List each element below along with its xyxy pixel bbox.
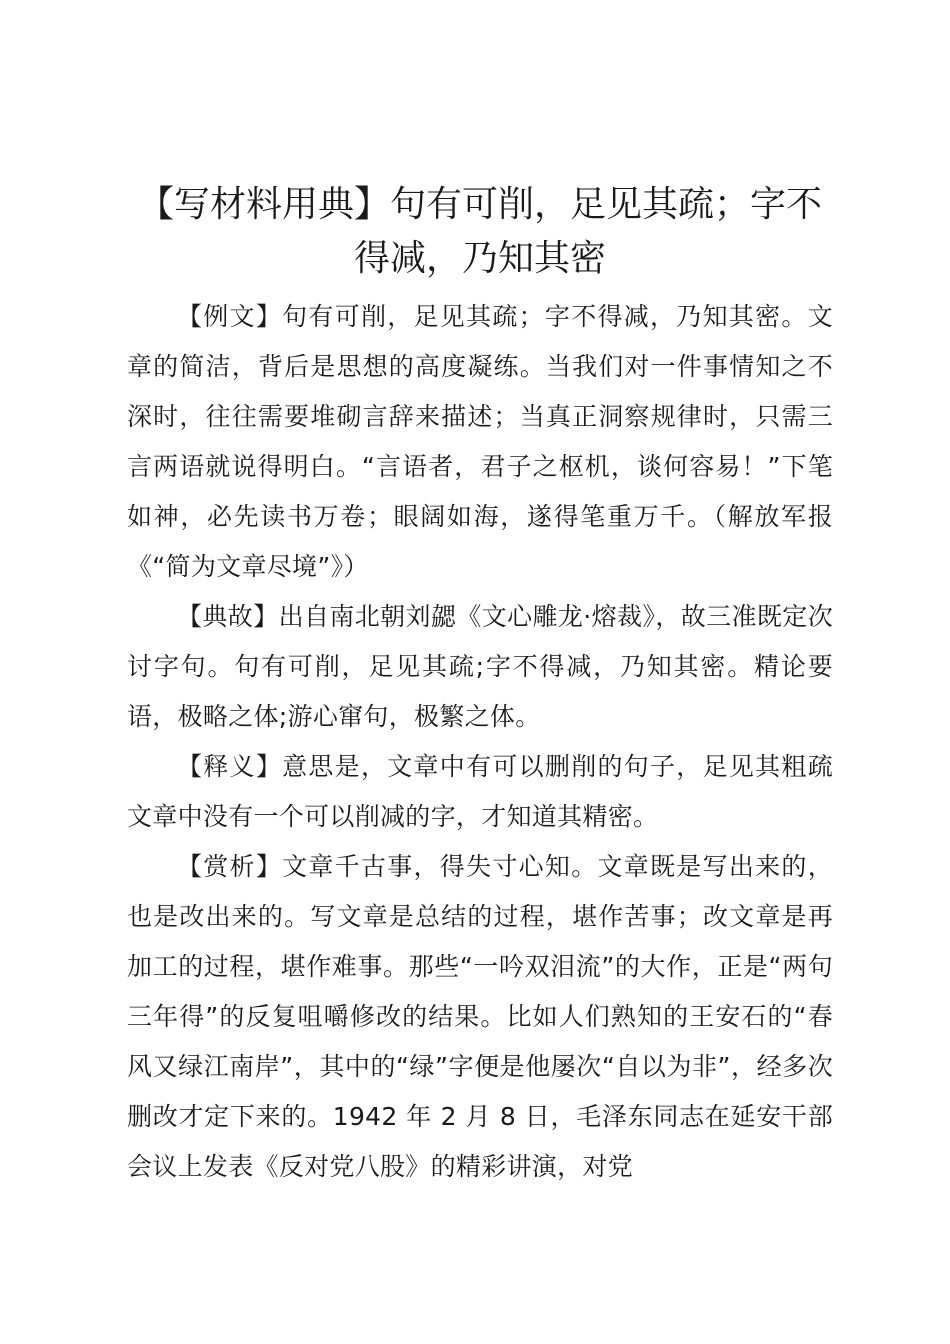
paragraph-label-allusion: 【典故】 <box>177 602 279 631</box>
paragraph-example <box>127 292 833 592</box>
paragraph-allusion <box>127 592 833 742</box>
paragraph-text-allusion: 出自南北朝刘勰《文心雕龙·熔裁》，故三准既定次讨字句。句有可削，足见其疏;字不得减，乃知其密。精论要语，极略之体;游心窜句，极繁之体。 <box>127 602 833 731</box>
paragraph-label-appreciation: 【赏析】 <box>177 852 283 881</box>
paragraph-text-appreciation: 文章千古事，得失寸心知。文章既是写出来的，也是改出来的。写文章是总结的过程，堪作苦事；改文章是再加工的过程，堪作难事。那些“一吟双泪流”的大作，正是“两句三年得”的反复咀嚼修改的结果。比如人们熟知的王安石的“春风又绿江南岸”，其中的“绿”字便是他屡次“自以为非”，经多次删改才定下来的。1942 年 2 月 8 日，毛泽东同志在延安干部会议上发表《反对党八股》的精彩讲演，对党 <box>127 852 833 1181</box>
paragraph-appreciation <box>127 842 833 1192</box>
document-page <box>127 178 833 1192</box>
paragraph-text-meaning: 意思是，文章中有可以删削的句子，足见其粗疏文章中没有一个可以削减的字，才知道其精密。 <box>127 752 833 831</box>
document-title: 【写材料用典】句有可削，足见其疏；字不得减，乃知其密 <box>137 184 822 279</box>
paragraph-text-example: 句有可削，足见其疏；字不得减，乃知其密。文章的简洁，背后是思想的高度凝练。当我们对一件事情知之不深时，往往需要堆砌言辞来描述；当真正洞察规律时，只需三言两语就说得明白。“言语者，君子之枢机，谈何容易！”下笔如神，必先读书万卷；眼阔如海，遂得笔重万千。（解放军报《“简为文章尽境”》） <box>127 302 833 581</box>
paragraph-label-example: 【例文】 <box>177 302 283 331</box>
paragraph-meaning <box>127 742 833 842</box>
paragraph-label-meaning: 【释义】 <box>177 752 283 781</box>
